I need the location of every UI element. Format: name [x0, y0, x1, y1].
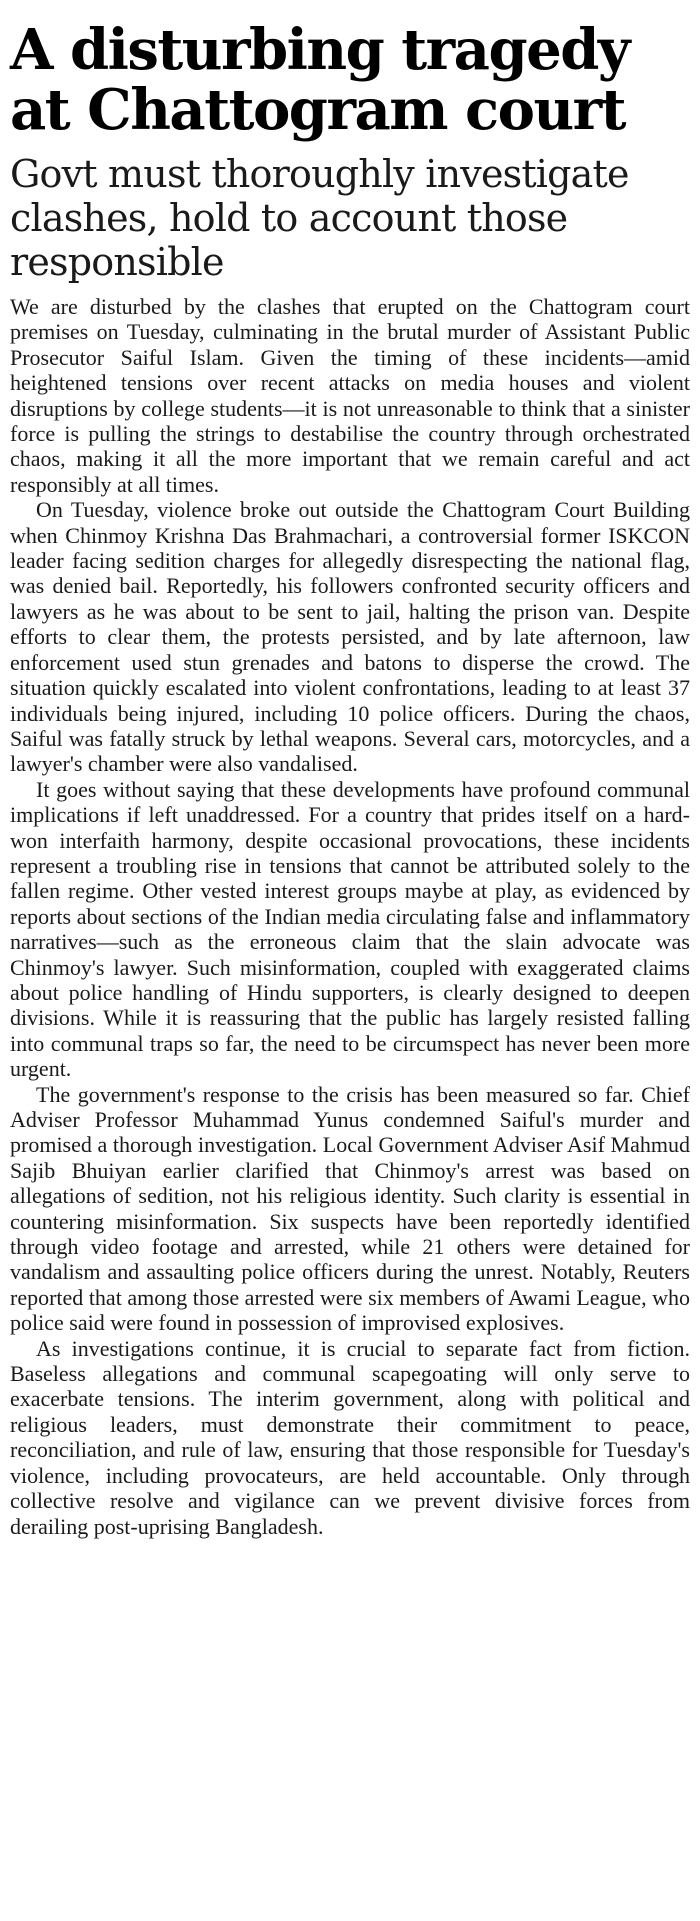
paragraph-2: On Tuesday, violence broke out outside the Chattogram Court Building when Chinmoy Krishna Das Brahmachari, a controversial former ISKCON leader facing sedition charges for allegedly disrespecting the national flag, was denied bail. Reportedly, his followers confronted security officers and lawyers as he was about to be sent to jail, halting the prison van. Despite efforts to clear them, the protests persisted, and by late afternoon, law enforcement used stun grenades and batons to disperse the crowd. The situation quickly escalated into violent confrontations, leading to at least 37 individuals being injured, including 10 police officers. During the chaos, Saiful was fatally struck by lethal weapons. Several cars, motorcycles, and a lawyer's chamber were also vandalised.	[10, 497, 690, 777]
paragraph-5: As investigations continue, it is crucial to separate fact from fiction. Baseless allegations and communal scapegoating will only serve to exacerbate tensions. The interim government, along with political and religious leaders, must demonstrate their commitment to peace, reconciliation, and rule of law, ensuring that those responsible for Tuesday's violence, including provocateurs, are held accountable. Only through collective resolve and vigilance can we prevent divisive forces from derailing post-uprising Bangladesh.	[10, 1335, 690, 1539]
paragraph-3: It goes without saying that these developments have profound communal implications if left unaddressed. For a country that prides itself on a hard-won interfaith harmony, despite occasional provocations, these incidents represent a troubling rise in tensions that cannot be attributed solely to the fallen regime. Other vested interest groups maybe at play, as evidenced by reports about sections of the Indian media circulating false and inflammatory narratives—such as the erroneous claim that the slain advocate was Chinmoy's lawyer. Such misinformation, coupled with exaggerated claims about police handling of Hindu supporters, is clearly designed to deepen divisions. While it is reassuring that the public has largely resisted falling into communal traps so far, the need to be circumspect has never been more urgent.	[10, 776, 690, 1082]
paragraph-4: The government's response to the crisis has been measured so far. Chief Adviser Professor Muhammad Yunus condemned Saiful's murder and promised a thorough investigation. Local Government Adviser Asif Mahmud Sajib Bhuiyan earlier clarified that Chinmoy's arrest was based on allegations of sedition, not his religious identity. Such clarity is essential in countering misinformation. Six suspects have been reportedly identified through video footage and arrested, while 21 others were detained for vandalism and assaulting police officers during the unrest. Notably, Reuters reported that among those arrested were six members of Awami League, who police said were found in possession of improvised explosives.	[10, 1081, 690, 1336]
subheadline: Govt must thoroughly investigate clashes, hold to account those responsible	[10, 152, 629, 284]
paragraph-1: We are disturbed by the clashes that erupted on the Chattogram court premises on Tuesday, culminating in the brutal murder of Assistant Public Prosecutor Saiful Islam. Given the timing of these incidents—amid heightened tensions over recent attacks on media houses and violent disruptions by college students—it is not unreasonable to think that a sinister force is pulling the strings to destabilise the country through orchestrated chaos, making it all the more important that we remain careful and act responsibly at all times.	[10, 294, 690, 497]
article-body	[10, 294, 690, 1539]
headline: A disturbing tragedy at Chattogram court	[10, 17, 629, 143]
editorial-article	[10, 0, 690, 1539]
